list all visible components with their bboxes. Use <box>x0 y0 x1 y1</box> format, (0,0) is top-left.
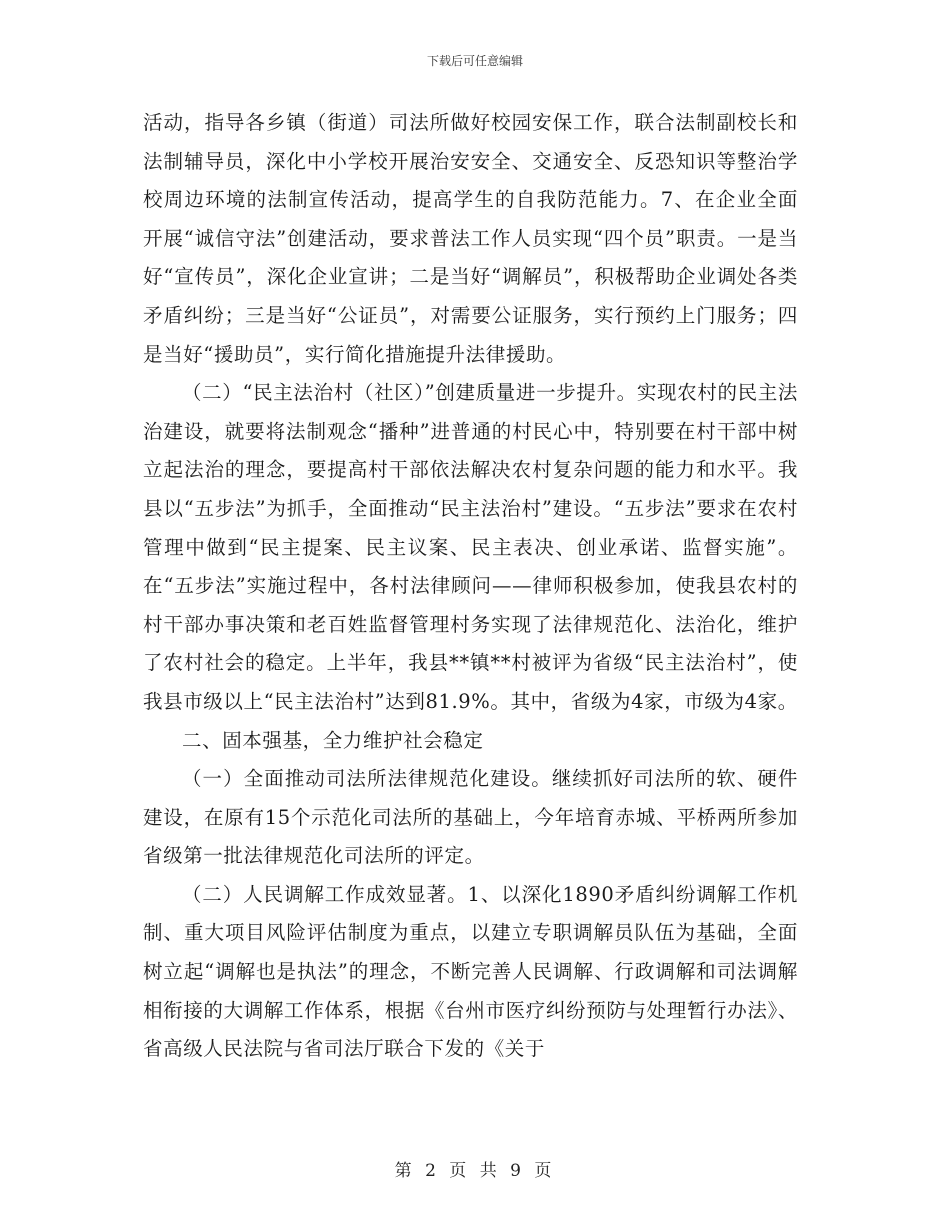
section-heading: 二、固本强基，全力维护社会稳定 <box>182 728 484 752</box>
paragraph-2: （二）“民主法治村（社区）”创建质量进一步提升。实现农村的民主法治建设，就要将法制观念“播种”进普通的村民心中，特别要在村干部中树立起法治的理念，要提高村干部依法解决农村复杂问题的能力和水平。我县以“五步法”为抓手，全面推动“民主法治村”建设。“五步法”要求在农村管理中做到“民主提案、民主议案、民主表决、创业承诺、监督实施”。在“五步法”实施过程中，各村法律顾问——律师积极参加，使我县农村的村干部办事决策和老百姓监督管理村务实现了法律规范化、法治化，维护了农村社会的稳定。上半年，我县**镇**村被评为省级“民主法治村”，使我县市级以上“民主法治村”达到81.9%。其中，省级为4家，市级为4家。 <box>143 381 798 713</box>
page-number-footer: 第 2 页 共 9 页 <box>394 1161 556 1181</box>
paragraph-4: （二）人民调解工作成效显著。1、以深化1890矛盾纠纷调解工作机制、重大项目风险评估制度为重点，以建立专职调解员队伍为基础，全面树立起“调解也是执法”的理念，不断完善人民调解、行政调解和司法调解相衔接的大调解工作体系，根据《台州市医疗纠纷预防与处理暂行办法》、省高级人民法院与省司法厅联合下发的《关于 <box>143 882 798 1061</box>
document-body <box>143 104 798 1069</box>
page-header-note: 下载后可任意编辑 <box>426 54 523 68</box>
paragraph-3: （一）全面推动司法所法律规范化建设。继续抓好司法所的软、硬件建设，在原有15个示范化司法所的基础上，今年培育赤城、平桥两所参加省级第一批法律规范化司法所的评定。 <box>143 767 798 868</box>
paragraph-1: 活动，指导各乡镇（街道）司法所做好校园安保工作，联合法制副校长和法制辅导员，深化中小学校开展治安安全、交通安全、反恐知识等整治学校周边环境的法制宣传活动，提高学生的自我防范能力。7、在企业全面开展“诚信守法”创建活动，要求普法工作人员实现“四个员”职责。一是当好“宣传员”，深化企业宣讲；二是当好“调解员”，积极帮助企业调处各类矛盾纠纷；三是当好“公证员”，对需要公证服务，实行预约上门服务；四是当好“援助员”，实行简化措施提升法律援助。 <box>143 111 798 366</box>
